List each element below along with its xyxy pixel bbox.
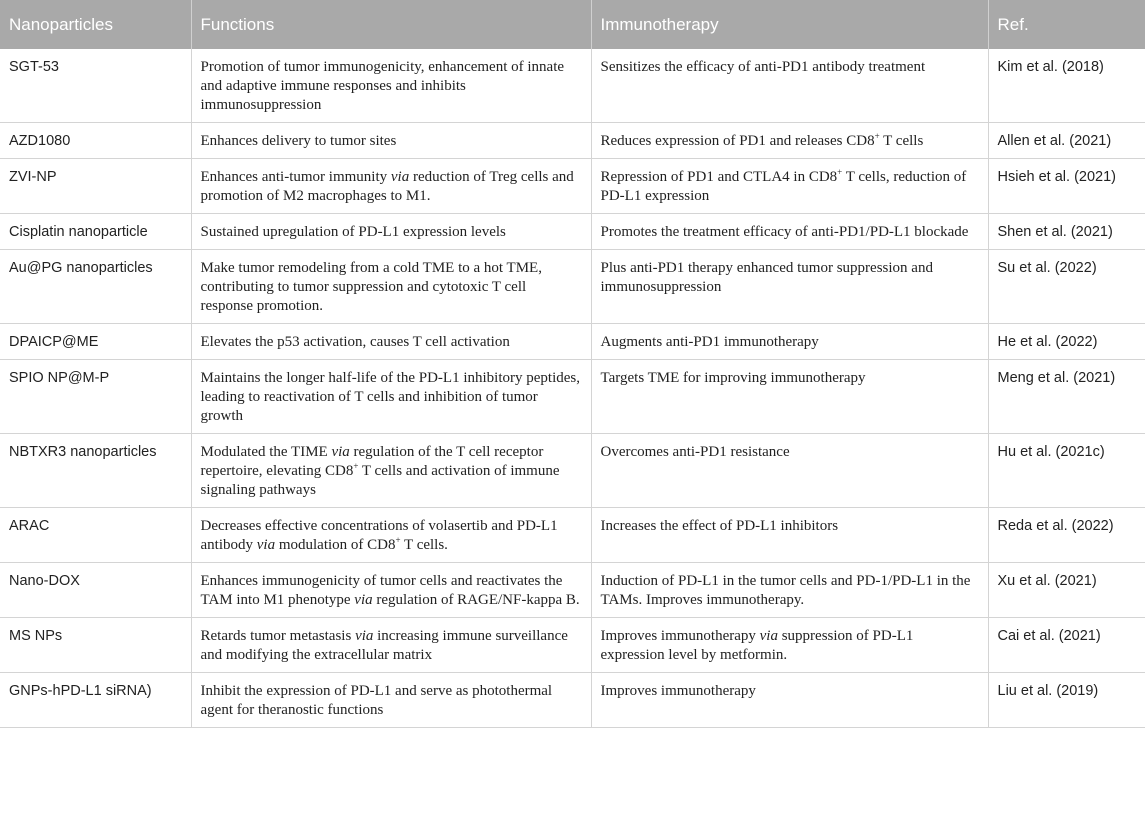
cell-functions: Enhances immunogenicity of tumor cells and reactivates the TAM into M1 phenotype via regulation of RAGE/NF-kappa B. — [191, 563, 591, 618]
cell-ref: Allen et al. (2021) — [988, 123, 1145, 159]
table-row — [0, 49, 1145, 123]
table-row — [0, 673, 1145, 728]
cell-immunotherapy: Targets TME for improving immunotherapy — [591, 360, 988, 434]
cell-immunotherapy: Sensitizes the efficacy of anti-PD1 antibody treatment — [591, 49, 988, 123]
cell-ref: Liu et al. (2019) — [988, 673, 1145, 728]
cell-functions: Decreases effective concentrations of volasertib and PD-L1 antibody via modulation of CD8+ T cells. — [191, 508, 591, 563]
cell-nanoparticle: MS NPs — [0, 618, 191, 673]
cell-nanoparticle: SPIO NP@M-P — [0, 360, 191, 434]
cell-ref: Shen et al. (2021) — [988, 214, 1145, 250]
cell-immunotherapy: Plus anti-PD1 therapy enhanced tumor suppression and immunosuppression — [591, 250, 988, 324]
cell-nanoparticle: SGT-53 — [0, 49, 191, 123]
cell-immunotherapy: Improves immunotherapy via suppression of PD-L1 expression level by metformin. — [591, 618, 988, 673]
cell-functions: Maintains the longer half-life of the PD-L1 inhibitory peptides, leading to reactivation of T cells and inhibition of tumor growth — [191, 360, 591, 434]
cell-nanoparticle: DPAICP@ME — [0, 324, 191, 360]
cell-nanoparticle: ARAC — [0, 508, 191, 563]
cell-ref: He et al. (2022) — [988, 324, 1145, 360]
cell-immunotherapy: Increases the effect of PD-L1 inhibitors — [591, 508, 988, 563]
cell-functions: Make tumor remodeling from a cold TME to a hot TME, contributing to tumor suppression and cytotoxic T cell response promotion. — [191, 250, 591, 324]
cell-immunotherapy: Repression of PD1 and CTLA4 in CD8+ T cells, reduction of PD-L1 expression — [591, 159, 988, 214]
cell-functions: Retards tumor metastasis via increasing immune surveillance and modifying the extracellular matrix — [191, 618, 591, 673]
cell-functions: Inhibit the expression of PD-L1 and serve as photothermal agent for theranostic functions — [191, 673, 591, 728]
table-row — [0, 214, 1145, 250]
cell-ref: Reda et al. (2022) — [988, 508, 1145, 563]
cell-nanoparticle: NBTXR3 nanoparticles — [0, 434, 191, 508]
table-row — [0, 563, 1145, 618]
cell-immunotherapy: Promotes the treatment efficacy of anti-PD1/PD-L1 blockade — [591, 214, 988, 250]
table-body — [0, 49, 1145, 728]
cell-nanoparticle: GNPs-hPD-L1 siRNA) — [0, 673, 191, 728]
cell-nanoparticle: Nano-DOX — [0, 563, 191, 618]
cell-ref: Su et al. (2022) — [988, 250, 1145, 324]
cell-nanoparticle: Cisplatin nanoparticle — [0, 214, 191, 250]
header-immunotherapy: Immunotherapy — [591, 0, 988, 49]
header-functions: Functions — [191, 0, 591, 49]
cell-ref: Cai et al. (2021) — [988, 618, 1145, 673]
table-row — [0, 508, 1145, 563]
table-row — [0, 618, 1145, 673]
cell-immunotherapy: Augments anti-PD1 immunotherapy — [591, 324, 988, 360]
cell-immunotherapy: Improves immunotherapy — [591, 673, 988, 728]
cell-functions: Sustained upregulation of PD-L1 expression levels — [191, 214, 591, 250]
header-nanoparticles: Nanoparticles — [0, 0, 191, 49]
cell-nanoparticle: AZD1080 — [0, 123, 191, 159]
cell-ref: Kim et al. (2018) — [988, 49, 1145, 123]
cell-immunotherapy: Overcomes anti-PD1 resistance — [591, 434, 988, 508]
cell-functions: Promotion of tumor immunogenicity, enhancement of innate and adaptive immune responses and inhibits immunosuppression — [191, 49, 591, 123]
table-header — [0, 0, 1145, 49]
table-row — [0, 250, 1145, 324]
cell-ref: Hsieh et al. (2021) — [988, 159, 1145, 214]
header-row — [0, 0, 1145, 49]
cell-ref: Xu et al. (2021) — [988, 563, 1145, 618]
cell-functions: Elevates the p53 activation, causes T cell activation — [191, 324, 591, 360]
cell-functions: Enhances anti-tumor immunity via reduction of Treg cells and promotion of M2 macrophages to M1. — [191, 159, 591, 214]
cell-functions: Enhances delivery to tumor sites — [191, 123, 591, 159]
table-row — [0, 360, 1145, 434]
cell-nanoparticle: ZVI-NP — [0, 159, 191, 214]
header-ref: Ref. — [988, 0, 1145, 49]
table-row — [0, 123, 1145, 159]
cell-functions: Modulated the TIME via regulation of the T cell receptor repertoire, elevating CD8+ T cells and activation of immune signaling pathways — [191, 434, 591, 508]
table-row — [0, 159, 1145, 214]
cell-immunotherapy: Induction of PD-L1 in the tumor cells and PD-1/PD-L1 in the TAMs. Improves immunotherapy. — [591, 563, 988, 618]
cell-ref: Meng et al. (2021) — [988, 360, 1145, 434]
table-row — [0, 434, 1145, 508]
table-row — [0, 324, 1145, 360]
cell-immunotherapy: Reduces expression of PD1 and releases CD8+ T cells — [591, 123, 988, 159]
cell-nanoparticle: Au@PG nanoparticles — [0, 250, 191, 324]
cell-ref: Hu et al. (2021c) — [988, 434, 1145, 508]
